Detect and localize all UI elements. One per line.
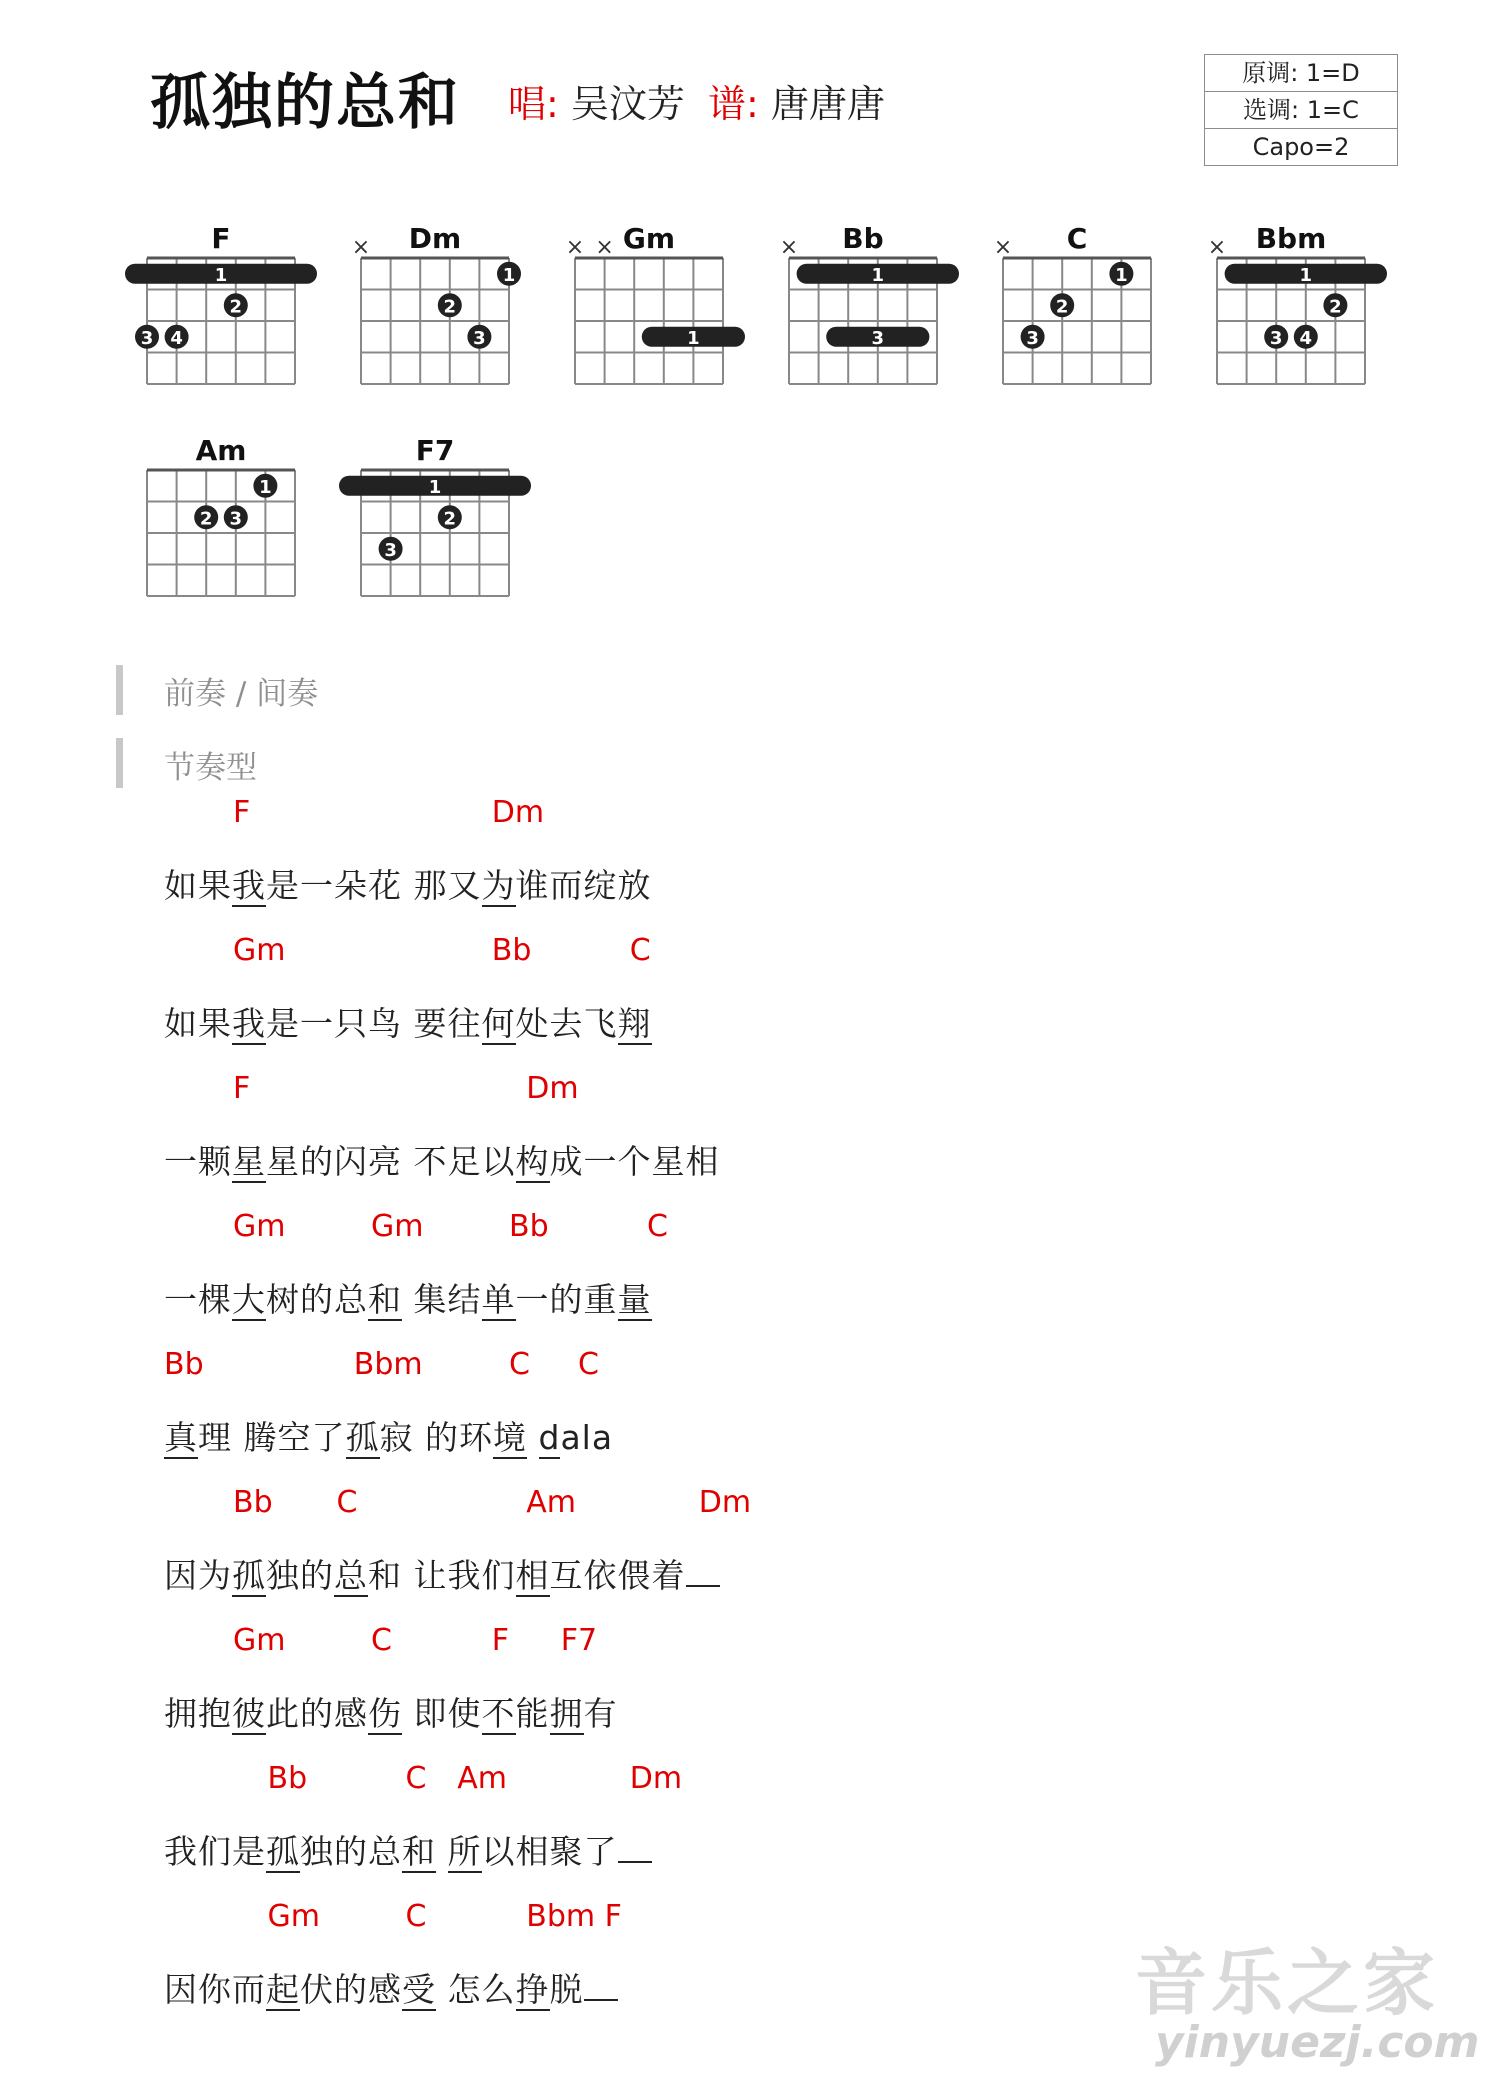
chord-name: Gm: [622, 222, 676, 255]
chord-diagram-bbm: [1208, 222, 1377, 384]
chord-diagram-f7: [349, 434, 521, 596]
chord-position-char: 挣: [515, 1970, 550, 2009]
lyric-text: 独的: [266, 1556, 334, 1595]
chord-position-char: 孤: [345, 1418, 380, 1457]
chord-position-char: 为: [481, 866, 516, 905]
chord-label: C: [405, 1761, 427, 1796]
chord-position-char: 相: [515, 1556, 550, 1595]
finger-number: 1: [502, 264, 516, 286]
finger-number: 3: [140, 327, 154, 349]
chord-position-char: 我: [232, 1004, 266, 1043]
lyric-text: [527, 1418, 539, 1457]
lyric-text: 和 让我们: [368, 1556, 516, 1595]
chord-label: Bb: [491, 933, 532, 968]
chord-label: Am: [526, 1485, 576, 1520]
watermark-name: 音乐之家: [1135, 1941, 1440, 2025]
chord-position-char: 量: [617, 1280, 652, 1319]
lyric-line: [164, 1826, 652, 1873]
chord-label: Gm: [267, 1899, 320, 1934]
lyric-line: [164, 1550, 720, 1597]
finger-number: 1: [1115, 264, 1128, 286]
chord-position-char: 何: [481, 1004, 516, 1043]
finger-number: 2: [1055, 296, 1069, 318]
chord-position-char: 真: [164, 1418, 198, 1457]
lyric-text: ala: [560, 1418, 614, 1457]
chord-label: Dm: [629, 1761, 683, 1796]
finger-number: 2: [229, 296, 243, 318]
chord-position-char: 孤: [266, 1832, 300, 1871]
chord-position-char: 总: [334, 1556, 368, 1595]
muted-string-mark: ×: [565, 235, 585, 260]
chord-label: C: [336, 1485, 358, 1520]
lyric-text: 集结: [402, 1280, 482, 1319]
chord-label: Dm: [491, 795, 545, 830]
lyric-line: [164, 860, 652, 907]
chord-label: Bb: [164, 1347, 204, 1382]
lyric-text: 即使: [402, 1694, 482, 1733]
singer-label: 唱:: [508, 82, 559, 126]
chord-position-char: 和: [368, 1280, 402, 1319]
chord-diagram-gm: [566, 222, 735, 384]
intro-section-label: 前奏 / 间奏: [164, 676, 319, 712]
singer-name: 吴汶芳: [570, 82, 685, 126]
lyric-text: 是一只鸟 要往: [266, 1004, 482, 1043]
lyric-line: [164, 1274, 652, 1321]
finger-number: 2: [443, 508, 457, 530]
finger-number: 3: [473, 327, 486, 349]
rhythm-section-label: 节奏型: [164, 750, 257, 786]
finger-number: 3: [1026, 327, 1039, 349]
finger-number: 3: [871, 327, 885, 349]
finger-number: 2: [199, 508, 213, 530]
lyric-line: [164, 1136, 720, 1183]
finger-number: 3: [1269, 327, 1283, 349]
lyric-text: 以相聚了: [481, 1832, 618, 1871]
lyric-text: 此的感: [266, 1694, 368, 1733]
chord-label: F7: [560, 1623, 598, 1658]
chord-label: Bb: [233, 1485, 273, 1520]
chord-position-char: d: [538, 1418, 561, 1457]
muted-string-mark: ×: [779, 235, 799, 260]
lyric-text: 我们是: [164, 1832, 266, 1871]
finger-number: 1: [428, 476, 442, 498]
lyric-text: 一棵: [164, 1280, 232, 1319]
muted-string-mark: ×: [1207, 235, 1227, 260]
chord-diagram-bb: [780, 222, 949, 384]
chord-position-char: 不: [481, 1694, 516, 1733]
selected-key: 选调: 1=C: [1205, 92, 1397, 129]
lyric-text: 一颗: [164, 1142, 232, 1181]
lyric-text: 寂 的环: [379, 1418, 493, 1457]
chord-name: Bbm: [1255, 222, 1327, 255]
chord-diagram-f: [135, 222, 307, 384]
lyric-text: 处去飞: [515, 1004, 618, 1043]
chord-position-char: 起: [266, 1970, 300, 2009]
chord-position-char: 构: [515, 1142, 550, 1181]
chord-label: Bbm: [353, 1347, 423, 1382]
hold-line: [618, 1833, 652, 1863]
chord-label: Bbm F: [526, 1899, 622, 1934]
chord-label: Gm: [233, 933, 286, 968]
song-title: 孤独的总和: [150, 68, 460, 138]
chord-position-char: 拥: [549, 1694, 584, 1733]
lyric-text: 脱: [549, 1970, 584, 2009]
chord-label: Am: [457, 1761, 507, 1796]
muted-string-mark: ×: [351, 235, 371, 260]
chord-diagram-am: [147, 434, 295, 596]
lyric-text: 谁而绽放: [515, 866, 652, 905]
site-watermark: [1125, 1925, 1485, 2075]
chord-diagram-c: [994, 222, 1151, 384]
chord-label: F: [233, 1071, 251, 1106]
watermark-url: yinyuezj.com: [1155, 2017, 1480, 2068]
lyric-text: 伏的感: [300, 1970, 402, 2009]
finger-number: 1: [1299, 264, 1313, 286]
capo-info: Capo=2: [1252, 133, 1350, 161]
chord-label: C: [405, 1899, 427, 1934]
chord-label: C: [629, 933, 651, 968]
chord-label: C: [578, 1347, 599, 1382]
chord-label: F: [491, 1623, 510, 1658]
lyric-text: 如果: [164, 866, 232, 905]
lyric-text: 能: [515, 1694, 550, 1733]
hold-line: [686, 1557, 720, 1587]
chord-label: Gm: [233, 1623, 286, 1658]
chord-position-char: 伤: [368, 1694, 402, 1733]
lyric-text: 有: [583, 1694, 618, 1733]
lyric-text: 因你而: [164, 1970, 266, 2009]
tab-label: 谱:: [708, 82, 759, 126]
chord-position-char: 彼: [232, 1694, 266, 1733]
muted-string-mark: ×: [595, 235, 614, 260]
original-key: 原调: 1=D: [1205, 55, 1397, 92]
lyric-text: 理 腾空了: [198, 1418, 346, 1457]
chord-position-char: 翔: [617, 1004, 652, 1043]
chord-label: C: [647, 1209, 668, 1244]
finger-number: 4: [170, 327, 183, 349]
chord-label: Gm: [233, 1209, 286, 1244]
chord-name: F: [211, 222, 231, 255]
finger-number: 1: [259, 476, 272, 498]
lyric-text: 互依偎着: [549, 1556, 686, 1595]
finger-number: 1: [871, 264, 885, 286]
chord-name: Dm: [408, 222, 462, 255]
tab-author: 唐唐唐: [770, 82, 885, 126]
lyric-line: [164, 1964, 618, 2011]
chord-position-char: 境: [493, 1418, 527, 1457]
lyric-text: 一的重: [515, 1280, 618, 1319]
finger-number: 3: [384, 539, 397, 561]
finger-number: 1: [687, 327, 700, 349]
chord-label: Bb: [267, 1761, 308, 1796]
chord-position-char: 单: [481, 1280, 516, 1319]
chord-name: F7: [415, 434, 455, 467]
muted-string-mark: ×: [993, 235, 1013, 260]
rhythm-section-bar: [116, 738, 123, 788]
chord-label: Bb: [509, 1209, 549, 1244]
chord-position-char: 星: [232, 1142, 266, 1181]
chord-position-char: 孤: [232, 1556, 266, 1595]
chord-label: C: [371, 1623, 392, 1658]
lyric-text: [436, 1832, 448, 1871]
chord-label: Dm: [526, 1071, 579, 1106]
lyric-text: 因为: [164, 1556, 232, 1595]
chord-label: Gm: [371, 1209, 424, 1244]
chord-label: Dm: [698, 1485, 752, 1520]
hold-line: [584, 1971, 618, 2001]
finger-number: 2: [443, 296, 457, 318]
lyric-line: [164, 1412, 613, 1459]
lyric-text: 独的总: [300, 1832, 402, 1871]
chord-position-char: 所: [447, 1832, 482, 1871]
chord-position-char: 我: [232, 866, 266, 905]
chord-diagram-dm: [352, 222, 521, 384]
lyric-text: 树的总: [266, 1280, 368, 1319]
finger-number: 1: [214, 264, 228, 286]
lyric-text: 星的闪亮 不足以: [266, 1142, 516, 1181]
chord-position-char: 受: [402, 1970, 436, 2009]
chord-name: Am: [195, 434, 247, 467]
finger-number: 3: [229, 508, 243, 530]
lyric-text: 如果: [164, 1004, 232, 1043]
lyric-text: 成一个星相: [549, 1142, 720, 1181]
chord-label: F: [233, 795, 251, 830]
chord-name: Bb: [842, 222, 884, 255]
lyric-text: 拥抱: [164, 1694, 232, 1733]
chord-position-char: 和: [402, 1832, 436, 1871]
finger-number: 4: [1299, 327, 1313, 349]
chord-position-char: 大: [232, 1280, 266, 1319]
lyric-line: [164, 998, 652, 1045]
lyric-line: [164, 1688, 618, 1735]
chord-diagrams: [0, 0, 1500, 620]
lyric-text: 是一朵花 那又: [266, 866, 482, 905]
intro-section-bar: [116, 665, 123, 715]
chord-label: C: [509, 1347, 530, 1382]
lyric-text: 怎么: [436, 1970, 516, 2009]
finger-number: 2: [1329, 296, 1342, 318]
chord-name: C: [1066, 222, 1088, 255]
